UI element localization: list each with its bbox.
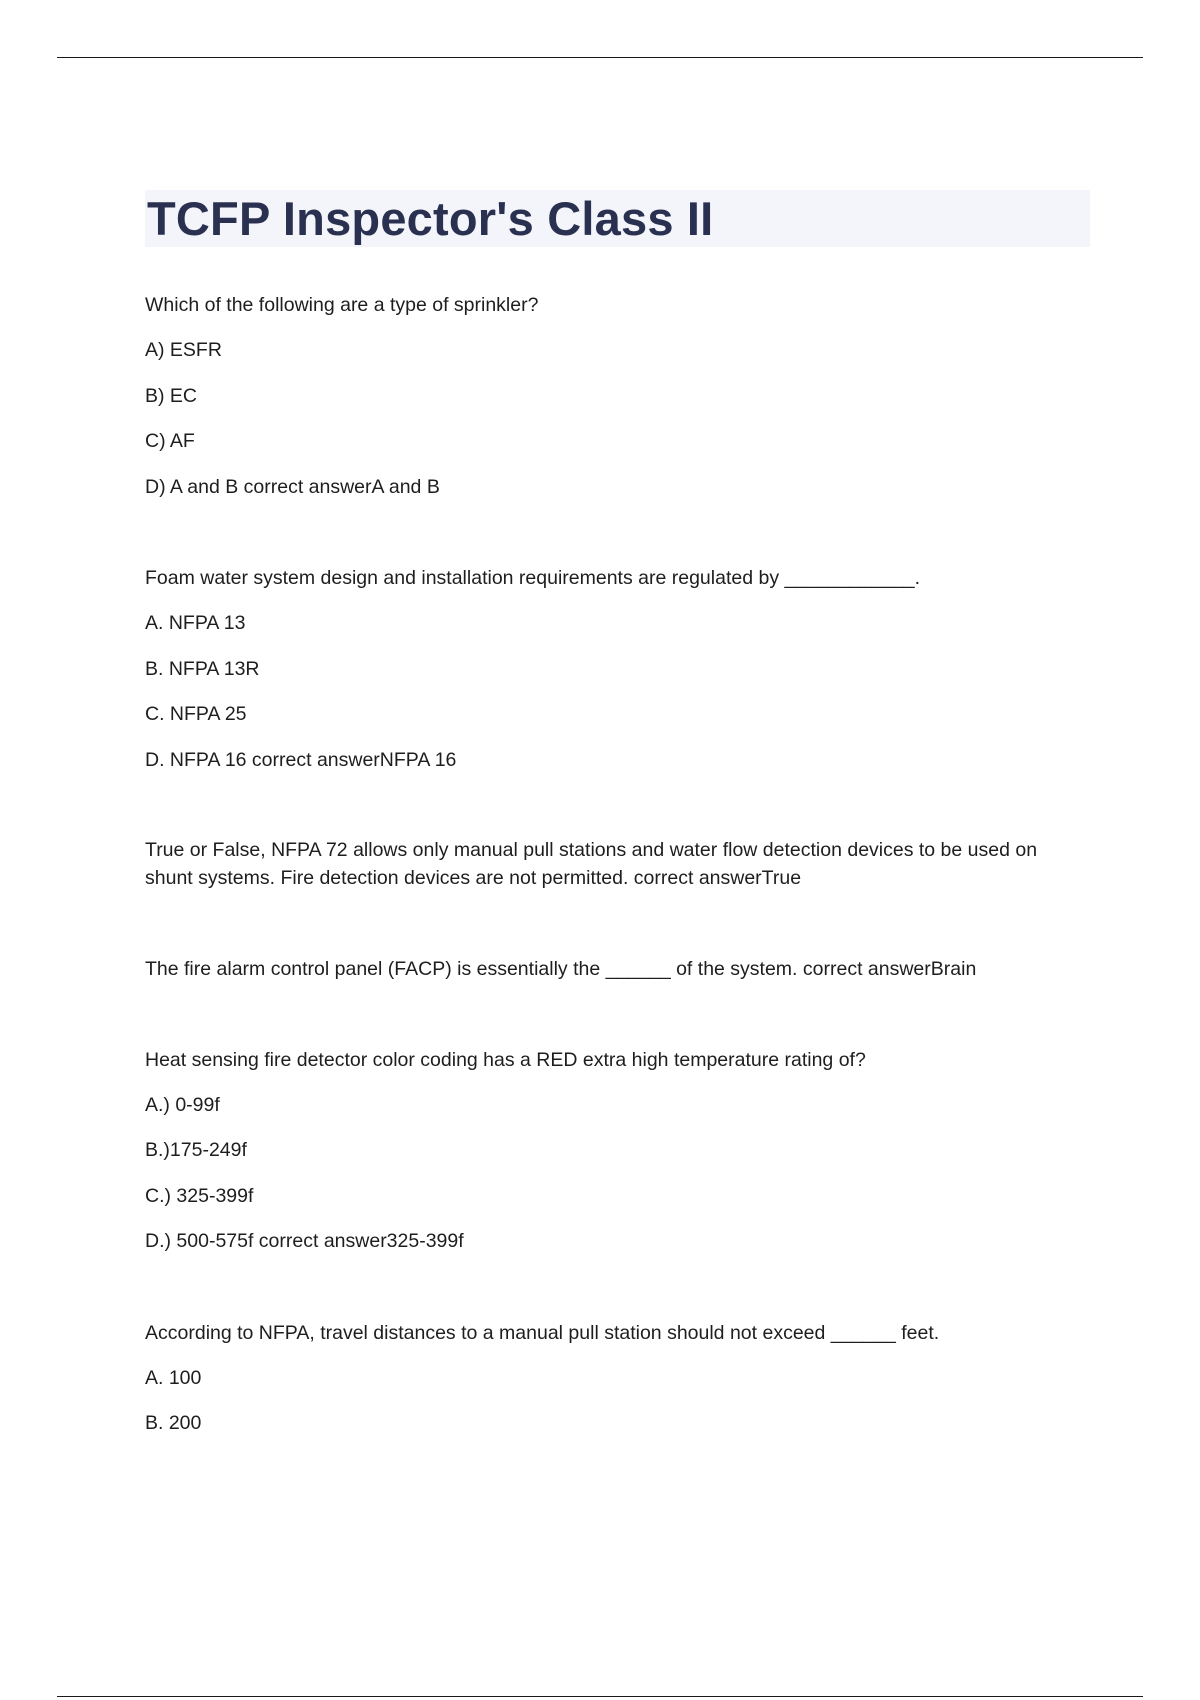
document-title: TCFP Inspector's Class II	[147, 192, 714, 245]
answer-option: C. NFPA 25	[145, 703, 247, 725]
title-banner	[145, 190, 1090, 247]
question-prompt: According to NFPA, travel distances to a manual pull station should not exceed ______ feet.	[145, 1322, 940, 1344]
answer-option: D.) 500-575f correct answer325-399f	[145, 1230, 464, 1252]
answer-option: A. 100	[145, 1367, 202, 1389]
question-prompt: The fire alarm control panel (FACP) is essentially the ______ of the system. correct answerBrain	[145, 958, 977, 980]
answer-option: B. NFPA 13R	[145, 658, 260, 680]
answer-option: D. NFPA 16 correct answerNFPA 16	[145, 749, 457, 771]
question-prompt: Foam water system design and installation requirements are regulated by ____________.	[145, 567, 921, 589]
answer-option: D) A and B correct answerA and B	[145, 476, 440, 498]
answer-option: B. 200	[145, 1412, 202, 1434]
top-rule	[57, 57, 1143, 58]
question-prompt: True or False, NFPA 72 allows only manual pull stations and water flow detection devices to be used on shunt systems. Fire detection devices are not permitted. correct answerTrue	[145, 839, 1038, 889]
bottom-rule	[57, 1696, 1143, 1697]
answer-option: A.) 0-99f	[145, 1094, 220, 1116]
answer-option: A. NFPA 13	[145, 612, 246, 634]
answer-option: B) EC	[145, 385, 198, 407]
question-prompt: Which of the following are a type of sprinkler?	[145, 294, 539, 316]
answer-option: B.)175-249f	[145, 1139, 247, 1161]
question-prompt: Heat sensing fire detector color coding has a RED extra high temperature rating of?	[145, 1049, 866, 1071]
answer-option: A) ESFR	[145, 339, 222, 361]
answer-option: C) AF	[145, 430, 195, 452]
answer-option: C.) 325-399f	[145, 1185, 254, 1207]
